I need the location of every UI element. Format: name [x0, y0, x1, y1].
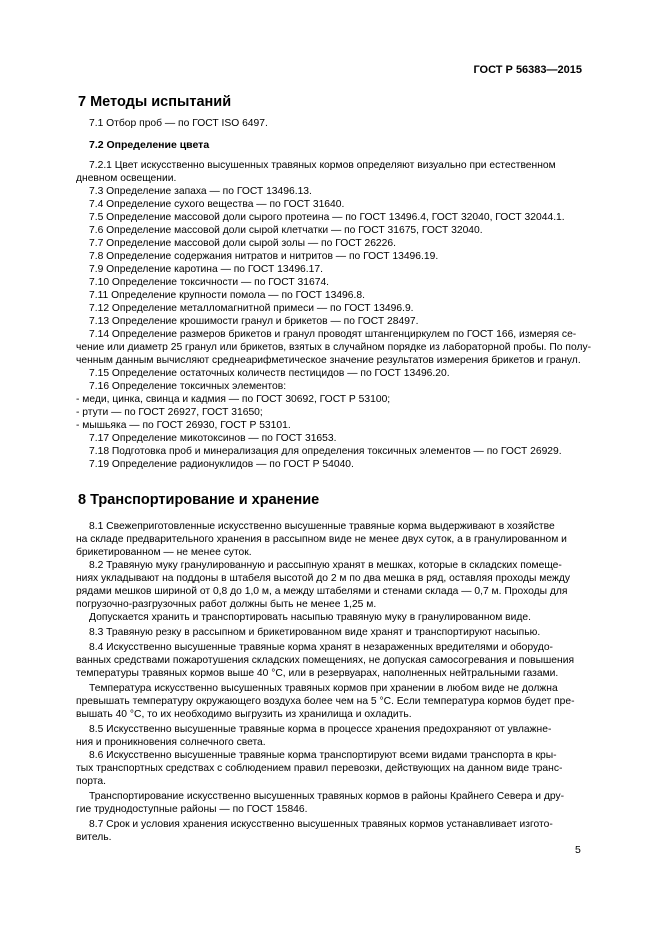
para-8-7-line1: 8.7 Срок и условия хранения искусственно высушенных травяных кормов устанавливает изгото- [89, 819, 553, 830]
para-7-17: 7.17 Определение микотоксинов — по ГОСТ 31653. [89, 433, 337, 444]
para-8-6-line3: порта. [76, 776, 106, 787]
para-8-5-line2: ния и проникновения солнечного света. [76, 737, 266, 748]
para-8-3: 8.3 Травяную резку в рассыпном и брикетированном виде хранят и транспортируют насыпью. [89, 627, 541, 638]
para-8-2-line5: Допускается хранить и транспортировать насыпью травяную муку в гранулированном виде. [89, 612, 531, 623]
para-8-6-line5: гие труднодоступные районы — по ГОСТ 15846. [76, 804, 308, 815]
para-7-16: 7.16 Определение токсичных элементов: [89, 381, 287, 392]
para-8-4-line5: превышать температуру окружающего воздуха более чем на 5 °С. Если температура кормов будет пре- [76, 696, 575, 707]
list-item-copper-zinc: - меди, цинка, свинца и кадмия — по ГОСТ 30692, ГОСТ Р 53100; [76, 394, 391, 405]
para-7-3: 7.3 Определение запаха — по ГОСТ 13496.13. [89, 186, 312, 197]
list-item-mercury: - ртути — по ГОСТ 26927, ГОСТ 31650; [76, 407, 263, 418]
para-8-6-line4: Транспортирование искусственно высушенных травяных кормов в районы Крайнего Севера и дру- [89, 791, 565, 802]
para-8-6-line2: тых транспортных средствах с соблюдением правил перевозки, действующих на данном виде транс- [76, 763, 563, 774]
standard-code: ГОСТ Р 56383—2015 [473, 64, 582, 76]
para-8-4-line2: ванных средствами пожаротушения складских помещениях, не допуская самосогревания и повышения [76, 655, 575, 666]
para-7-1: 7.1 Отбор проб — по ГОСТ ISO 6497. [89, 118, 268, 129]
para-7-11: 7.11 Определение крупности помола — по ГОСТ 13496.8. [89, 290, 365, 301]
para-8-4-line1: 8.4 Искусственно высушенные травяные корма хранят в незараженных вредителями и оборудо- [89, 642, 553, 653]
section-8-title: 8 Транспортирование и хранение [78, 492, 320, 508]
para-8-7-line2: витель. [76, 832, 112, 843]
para-8-4-line3: температуры травяных кормов выше 40 °С, или в резервуарах, наполненных нейтральными газами. [76, 668, 559, 679]
page-number: 5 [575, 844, 581, 856]
para-7-15: 7.15 Определение остаточных количеств пестицидов — по ГОСТ 13496.20. [89, 368, 450, 379]
para-7-14-line1: 7.14 Определение размеров брикетов и гранул проводят штангенциркулем по ГОСТ 166, измеряя се- [89, 329, 577, 340]
para-8-6-line1: 8.6 Искусственно высушенные травяные корма транспортируют всеми видами транспорта в кры- [89, 750, 557, 761]
para-7-5: 7.5 Определение массовой доли сырого протеина — по ГОСТ 13496.4, ГОСТ 32040, ГОСТ 32044.1. [89, 212, 565, 223]
para-8-4-line6: вышать 40 °С, то их необходимо выгрузить из хранилища и охладить. [76, 709, 412, 720]
para-8-4-line4: Температура искусственно высушенных травяных кормов при хранении в любом виде не должна [89, 683, 558, 694]
para-8-1-line2: на складе предварительного хранения в рассыпном виде не менее двух суток, а в гранулированном и [76, 534, 567, 545]
para-7-2-1-line2: дневном освещении. [76, 173, 177, 184]
section-7-title: 7 Методы испытаний [78, 94, 232, 110]
para-7-12: 7.12 Определение металломагнитной примеси — по ГОСТ 13496.9. [89, 303, 414, 314]
para-7-14-line3: ченным данным вычисляют среднеарифметическое значение результатов измерения брикетов и гранул. [76, 355, 581, 366]
list-item-arsenic: - мышьяка — по ГОСТ 26930, ГОСТ Р 53101. [76, 420, 291, 431]
para-8-1-line3: брикетированном — не менее суток. [76, 547, 252, 558]
para-7-9: 7.9 Определение каротина — по ГОСТ 13496.17. [89, 264, 323, 275]
para-8-1-line1: 8.1 Свежеприготовленные искусственно высушенные травяные корма выдерживают в хозяйстве [89, 521, 555, 532]
para-7-13: 7.13 Определение крошимости гранул и брикетов — по ГОСТ 28497. [89, 316, 419, 327]
para-7-4: 7.4 Определение сухого вещества — по ГОСТ 31640. [89, 199, 345, 210]
para-7-7: 7.7 Определение массовой доли сырой золы — по ГОСТ 26226. [89, 238, 396, 249]
para-8-2-line2: ниях укладывают на поддоны в штабеля высотой до 2 м по два мешка в ряд, оставляя проходы между [76, 573, 571, 584]
para-7-10: 7.10 Определение токсичности — по ГОСТ 31674. [89, 277, 330, 288]
para-7-14-line2: чение или диаметр 25 гранул или брикетов, взятых в случайном порядке из лабораторной пробы. По полу- [76, 342, 592, 353]
para-8-2-line3: рядами мешков шириной от 0,8 до 1,0 м, а между штабелями и стенами склада — 0,7 м. Проходы для [76, 586, 568, 597]
para-8-2-line1: 8.2 Травяную муку гранулированную и рассыпную хранят в мешках, которые в складских помеще- [89, 560, 562, 571]
para-7-6: 7.6 Определение массовой доли сырой клетчатки — по ГОСТ 31675, ГОСТ 32040. [89, 225, 483, 236]
para-7-18: 7.18 Подготовка проб и минерализация для определения токсичных элементов — по ГОСТ 26929. [89, 446, 562, 457]
para-8-5-line1: 8.5 Искусственно высушенные травяные корма в процессе хранения предохраняют от увлажне- [89, 724, 552, 735]
para-8-2-line4: погрузочно-разгрузочных работ должны быть не менее 1,25 м. [76, 599, 377, 610]
para-7-8: 7.8 Определение содержания нитратов и нитритов — по ГОСТ 13496.19. [89, 251, 439, 262]
para-7-2-1-line1: 7.2.1 Цвет искусственно высушенных травяных кормов определяют визуально при естественном [89, 160, 556, 171]
para-7-19: 7.19 Определение радионуклидов — по ГОСТ Р 54040. [89, 459, 354, 470]
section-7-2-title: 7.2 Определение цвета [89, 139, 210, 151]
